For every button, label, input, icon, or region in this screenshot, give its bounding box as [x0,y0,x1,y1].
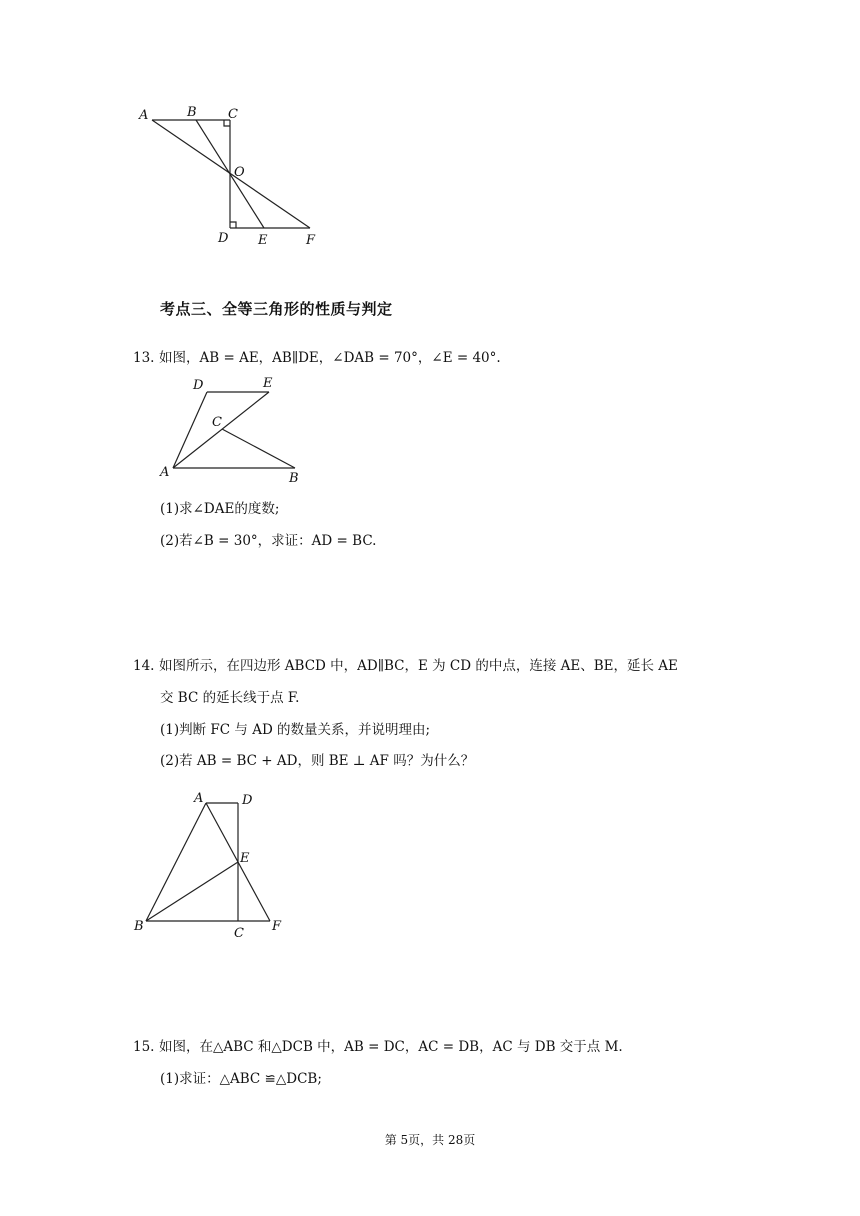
figure-q13 [155,370,315,485]
label-F: F [272,919,282,934]
q13-number: 13. [133,350,155,366]
segment-AD [173,392,207,468]
label-B: B [134,919,144,934]
label-E: E [258,233,268,248]
label-D: D [193,378,204,393]
label-C: C [234,926,244,941]
figure-top-geometry [130,100,340,255]
q15-number: 15. [133,1039,155,1055]
q14-part2: (2)若 AB = BC + AD，则 BE ⊥ AF 吗？为什么？ [160,753,475,769]
q14-line2: 交 BC 的延长线于点 F. [160,690,300,706]
label-O: O [234,165,245,180]
segment-BE [146,862,238,921]
q13-part1: (1)求∠DAE的度数; [160,501,280,517]
section-title: 考点三、全等三角形的性质与判定 [160,300,393,318]
label-E: E [240,851,250,866]
label-A: A [194,791,204,806]
q15-stem: 如图，在△ABC 和△DCB 中，AB = DC，AC = DB，AC 与 DB 交于点 M. [159,1039,623,1055]
label-C: C [228,107,238,122]
label-B: B [187,105,197,120]
figure-q14 [128,785,298,945]
page-footer: 第 5页，共 28页 [384,1133,476,1147]
label-A: A [139,108,149,123]
label-E: E [263,376,273,391]
q14-stem-line1 [133,656,678,676]
q15-part1: (1)求证：△ABC ≌△DCB; [160,1071,322,1087]
label-B: B [289,471,299,485]
label-D: D [218,231,229,246]
label-D: D [242,793,253,808]
segment-CB [222,429,295,468]
label-A: A [160,465,170,480]
segment-AB [146,803,206,921]
q13-stem-line [133,348,501,368]
q14-part1: (1)判断 FC 与 AD 的数量关系，并说明理由; [160,722,431,738]
right-angle-mark-D [230,222,236,228]
q14-line1: 如图所示，在四边形 ABCD 中，AD∥BC，E 为 CD 的中点，连接 AE、BE，延长 AE [159,658,678,674]
q13-stem: 如图，AB = AE，AB∥DE，∠DAB = 70°，∠E = 40°. [159,350,501,366]
segment-AF [152,120,310,228]
q15-stem-line [133,1037,623,1057]
q13-part2: (2)若∠B = 30°，求证：AD = BC. [160,533,377,549]
segment-AE [173,392,269,468]
label-F: F [306,233,316,248]
q14-number: 14. [133,658,155,674]
label-C: C [212,415,222,430]
